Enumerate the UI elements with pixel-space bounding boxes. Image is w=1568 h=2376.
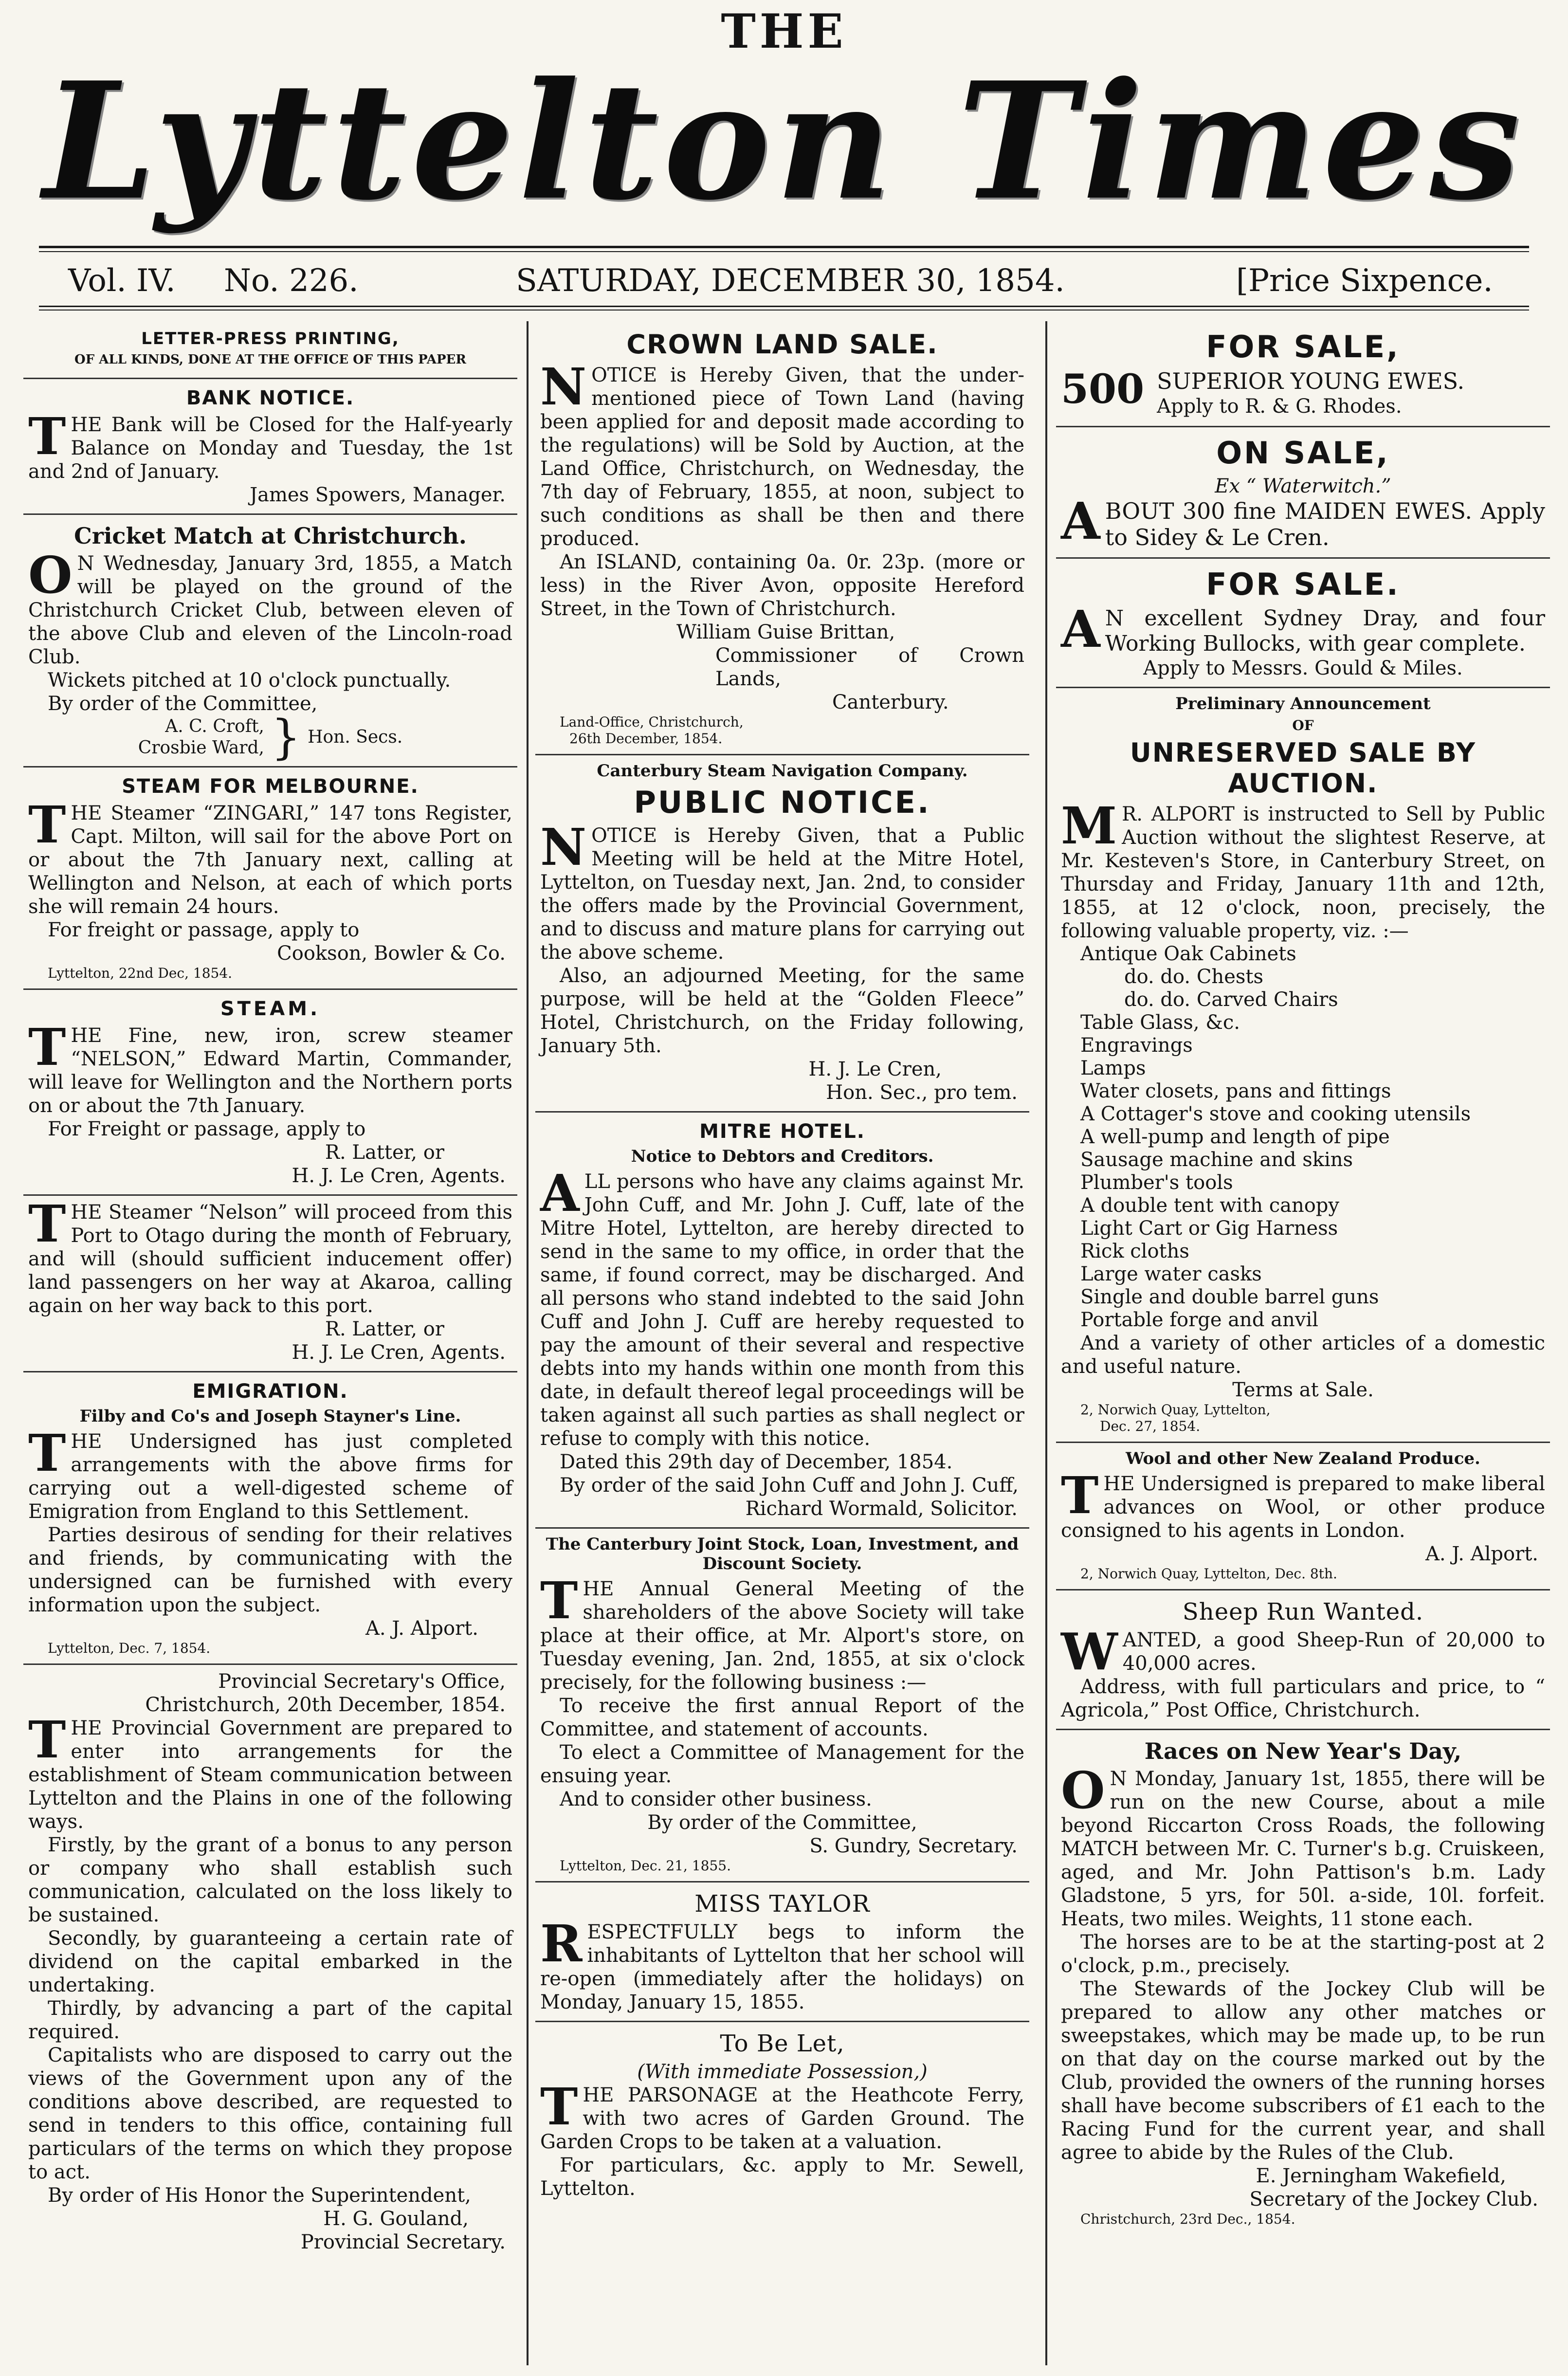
ad-heading: MITRE HOTEL. — [699, 1120, 865, 1143]
ad-signature: S. Gundry, Secretary. — [809, 1835, 1018, 1857]
drop-cap: A — [540, 1163, 580, 1223]
ad-text: HE Steamer “ZINGARI,” 147 tons Register, Capt. Milton, will sail for the above Port on or about the 7th January next, calling at Wellington and Nelson, at each of which ports she will remain 24 hours. — [28, 802, 512, 918]
ad-text: Dated this 29th day of December, 1854. — [560, 1451, 953, 1473]
masthead-the: THE — [721, 4, 847, 59]
drop-cap: T — [540, 2077, 578, 2137]
ad-subheading: OF — [1292, 717, 1314, 733]
masthead-rule-top-thin — [39, 251, 1529, 252]
ad-signature: Commissioner of Crown Lands, — [715, 644, 1024, 690]
ad-text: Also, an adjourned Meeting, for the same purpose, will be held at the “Golden Fleece” Hotel, Christchurch, on the Friday following, January 5th. — [540, 965, 1024, 1057]
ad-text: SUPERIOR YOUNG EWES. — [1157, 368, 1465, 394]
ad-text: ESPECTFULLY begs to inform the inhabitants of Lyttelton that her school will re-open (immediately after the holidays) on Monday, January 15, 1855. — [540, 1921, 1024, 2013]
auction-item-list — [1080, 943, 1545, 1332]
ad-signature: Hon. Sec., pro tem. — [826, 1081, 1018, 1104]
ad-text: Terms at Sale. — [1232, 1379, 1374, 1401]
volume: Vol. IV. — [68, 263, 176, 299]
ad-subheading: Filby and Co's and Joseph Stayner's Line. — [79, 1407, 461, 1426]
auction-item: A double tent with canopy — [1080, 1194, 1340, 1217]
masthead-rule-top — [39, 246, 1529, 248]
drop-cap: M — [1061, 796, 1117, 856]
drop-cap: O — [28, 545, 73, 605]
ad-text: Apply to R. & G. Rhodes. — [1157, 395, 1402, 418]
ad-text: And a variety of other articles of a domestic and useful nature. — [1061, 1332, 1545, 1378]
ad-auction — [1056, 688, 1550, 1443]
ad-signature: Secretary of the Jockey Club. — [1249, 2188, 1538, 2211]
ad-nelson-otago — [23, 1196, 517, 1372]
ad-text: HE Undersigned has just completed arrangements with the above firms for carrying out a well-digested scheme of Emigration from England to this Settlement. — [28, 1430, 512, 1523]
ad-text: N Monday, January 1st, 1855, there will be run on the new Course, about a mile beyond Riccarton Cross Roads, the following MATCH between Mr. C. Turner's b.g. Cruiskeen, aged, and Mr. John Pattison's b.m. Lady Gladstone, 5 yrs, for 50l. a-side, 10l. forfeit. Heats, two miles. Weights, 11 stone each. — [1061, 1768, 1545, 1930]
ad-steam-melbourne — [23, 768, 517, 990]
drop-cap: N — [540, 357, 587, 417]
ad-body — [540, 1163, 1024, 1450]
ad-body — [1061, 1622, 1545, 1681]
ad-body — [28, 795, 512, 918]
auction-item: do. do. Carved Chairs — [1124, 988, 1338, 1011]
auction-item: Single and double barrel guns — [1080, 1286, 1379, 1308]
ad-heading: EMIGRATION. — [192, 1380, 348, 1403]
ad-text: HE Bank will be Closed for the Half-yearly Balance on Monday and Tuesday, the 1st and 2nd of January. — [28, 414, 512, 483]
ad-signature: A. J. Alport. — [365, 1617, 478, 1640]
auction-item: Light Cart or Gig Harness — [1080, 1217, 1338, 1240]
ad-text: OTICE is Hereby Given, that the under-mentioned piece of Town Land (having been applied for and deposit made according to the regulations) will be Sold by Auction, at the Land Office, Christchurch, on Wednesday, the 7th day of February, 1855, at noon, subject to such conditions as shall be then and there produced. — [540, 364, 1024, 550]
ad-signature: H. J. Le Cren, Agents. — [292, 1341, 506, 1364]
drop-cap: R — [540, 1914, 583, 1974]
ad-subheading: Preliminary Announcement — [1175, 694, 1431, 713]
ad-signature: William Guise Brittan, — [676, 621, 895, 643]
ad-body — [28, 545, 512, 669]
auction-item: Rick cloths — [1080, 1240, 1189, 1262]
issue-date: SATURDAY, DECEMBER 30, 1854. — [516, 263, 1065, 299]
ad-text: Provincial Secretary's Office, — [218, 1670, 506, 1693]
ad-text: ANTED, a good Sheep-Run of 20,000 to 40,000 acres. — [1122, 1629, 1545, 1675]
ad-text: Firstly, by the grant of a bonus to any person or company who shall establish such communication, calculated on the loss likely to be sustained. — [28, 1834, 512, 1926]
ad-crown-land-sale — [535, 321, 1029, 755]
ad-body — [1061, 599, 1545, 659]
ad-text: For Freight or passage, apply to — [48, 1118, 366, 1140]
auction-item: Lamps — [1080, 1057, 1146, 1079]
ad-date: Dec. 27, 1854. — [1100, 1418, 1201, 1434]
ad-steam-nelson — [23, 990, 517, 1196]
ad-body — [1061, 1465, 1545, 1542]
ad-bank-notice — [23, 379, 517, 515]
drop-cap: T — [28, 1194, 66, 1254]
ad-text: For freight or passage, apply to — [48, 919, 360, 941]
drop-cap: T — [28, 1710, 66, 1770]
ad-signature: H. J. Le Cren, — [808, 1058, 942, 1080]
ad-subheading: The Canterbury Joint Stock, Loan, Investment, and Discount Society. — [546, 1535, 1019, 1573]
ad-text: Address, with full particulars and price, to “ Agricola,” Post Office, Christchurch. — [1061, 1676, 1545, 1721]
column-divider-1 — [527, 321, 529, 2365]
ad-heading: To Be Let, — [720, 2030, 845, 2057]
ad-signature: E. Jerningham Wakefield, — [1256, 2165, 1506, 2187]
ad-text: HE Fine, new, iron, screw steamer “NELSON,” Edward Martin, Commander, will leave for Wellington and the Northern ports on or about the 7th January. — [28, 1024, 512, 1117]
ad-sheep-run-wanted — [1056, 1590, 1550, 1730]
ad-signature: Richard Wormald, Solicitor. — [745, 1498, 1018, 1520]
ad-mitre-hotel — [535, 1113, 1029, 1529]
ad-text: By order of the said John Cuff and John J. Cuff, — [560, 1474, 1019, 1497]
ad-body — [28, 1423, 512, 1523]
ad-signature: R. Latter, or — [325, 1141, 444, 1164]
ad-subheading: Notice to Debtors and Creditors. — [631, 1147, 934, 1166]
auction-item: Table Glass, &c. — [1080, 1011, 1240, 1034]
ad-heading: STEAM FOR MELBOURNE. — [122, 775, 419, 798]
ad-heading: UNRESERVED SALE BY AUCTION. — [1130, 737, 1477, 799]
ad-heading: Races on New Year's Day, — [1144, 1738, 1462, 1764]
column-divider-2 — [1045, 321, 1047, 2365]
ad-heading: MISS TAYLOR — [694, 1890, 870, 1918]
ad-body — [28, 1017, 512, 1117]
ad-text: LL persons who have any claims against Mr. John Cuff, and Mr. John J. Cuff, late of the Mitre Hotel, Lyttelton, are hereby directed to send in the same to my office, in order that the same, if found correct, may be discharged. And all persons who stand indebted to the said John Cuff and John J. Cuff are hereby requested to pay the amount of their several and respective debts into my hands within one month from this date, in default thereof legal proceedings will be taken against all such parties as shall neglect or refuse to comply with this notice. — [540, 1170, 1024, 1450]
auction-item: Sausage machine and skins — [1080, 1149, 1353, 1171]
ad-steam-navigation — [535, 755, 1029, 1113]
ad-heading: BANK NOTICE. — [186, 387, 355, 409]
drop-cap: T — [28, 406, 66, 466]
ad-provincial-government — [23, 1665, 517, 2261]
ad-signature: H. G. Gouland, — [323, 2208, 469, 2230]
ad-heading: FOR SALE, — [1206, 329, 1400, 365]
ad-body — [28, 1194, 512, 1317]
masthead-rule-bottom-thin — [39, 310, 1529, 311]
ad-date: 2, Norwich Quay, Lyttelton, — [1080, 1402, 1271, 1418]
ad-miss-taylor — [535, 1883, 1029, 2022]
ad-text: OTICE is Hereby Given, that a Public Meeting will be held at the Mitre Hotel, Lyttelton, on Tuesday next, Jan. 2nd, to consider the offers made by the Provincial Government, and to discuss and mature plans for carrying out the above scheme. — [540, 824, 1024, 964]
ad-text: Apply to Messrs. Gould & Miles. — [1143, 657, 1463, 679]
ad-body — [1061, 491, 1545, 551]
ad-text: N excellent Sydney Dray, and four Working Bullocks, with gear complete. — [1105, 606, 1545, 656]
ad-signature: Provincial Secretary. — [300, 2231, 506, 2253]
quantity: 500 — [1061, 366, 1145, 413]
auction-item: A Cottager's stove and cooking utensils — [1080, 1103, 1471, 1125]
ad-body — [540, 817, 1024, 964]
ad-heading: PUBLIC NOTICE. — [634, 785, 931, 820]
ad-text: HE Provincial Government are prepared to enter into arrangements for the establishment of Steam communication between Lyttelton and the Plains in one of the following ways. — [28, 1717, 512, 1833]
ad-heading: Cricket Match at Christchurch. — [74, 523, 467, 549]
ad-date: Lyttelton, 22nd Dec, 1854. — [48, 965, 233, 981]
auction-item: Portable forge and anvil — [1080, 1309, 1318, 1331]
ad-body — [1061, 1760, 1545, 1931]
ewes-row — [1061, 368, 1545, 419]
auction-item: do. do. Chests — [1124, 966, 1263, 988]
ad-signature: H. J. Le Cren, Agents. — [292, 1165, 506, 1187]
ad-text: N Wednesday, January 3rd, 1855, a Match will be played on the ground of the Christchurch Cricket Club, between eleven of the above Club and eleven of the Lincoln-road Club. — [28, 552, 512, 668]
masthead-title: Lyttelton Times — [43, 47, 1525, 236]
auction-item: Large water casks — [1080, 1263, 1262, 1285]
ad-text: Capitalists who are disposed to carry out the views of the Government upon any of the conditions above described, are requested to send in tenders to this office, containing full particulars of the terms on which they propose to act. — [28, 2044, 512, 2183]
drop-cap: A — [1061, 491, 1100, 551]
ad-text: By order of the Committee, — [48, 693, 318, 715]
price: [Price Sixpence. — [1236, 263, 1493, 299]
drop-cap: T — [28, 1017, 66, 1077]
ad-text: The Stewards of the Jockey Club will be prepared to allow any other matches or sweepstakes, which may be made up, to be run on that day on the course marked out by the Club, provided the owners of the running horses shall have become subscribers of £1 each to the Racing Fund for the current year, and shall agree to abide by the Rules of the Club. — [1061, 1978, 1545, 2164]
ad-signature: Hon. Secs. — [308, 727, 403, 747]
drop-cap: T — [540, 1571, 578, 1630]
ad-signature: Cookson, Bowler & Co. — [277, 942, 506, 965]
ad-subheading: Canterbury Steam Navigation Company. — [597, 761, 968, 781]
ad-signature: A. C. Croft, — [165, 716, 264, 736]
ad-joint-stock-society — [535, 1529, 1029, 1883]
ad-text: Parties desirous of sending for their relatives and friends, by communicating with the undersigned can be furnished with every information upon the subject. — [28, 1524, 512, 1616]
ad-text: Secondly, by guaranteeing a certain rate of dividend on the capital embarked in the undertaking. — [28, 1927, 512, 1996]
ad-heading: ON SALE, — [1216, 435, 1390, 471]
ad-date: Lyttelton, Dec. 7, 1854. — [48, 1640, 211, 1656]
ad-text: For particulars, &c. apply to Mr. Sewell, Lyttelton. — [540, 2154, 1024, 2200]
drop-cap: O — [1061, 1760, 1105, 1820]
ad-body — [540, 2077, 1024, 2154]
ad-text: R. ALPORT is instructed to Sell by Public Auction without the slightest Reserve, at Mr. Kesteven's Store, in Canterbury Street, on Thursday and Friday, January 11th and 12th, 1855, at 12 o'clock, noon, precisely, the following valuable property, viz. :— — [1061, 803, 1545, 942]
ad-text: BOUT 300 fine MAIDEN EWES. Apply to Sidey & Le Cren. — [1105, 498, 1545, 550]
ad-text: HE Annual General Meeting of the shareholders of the above Society will take place at their office, at Mr. Alport's store, on Tuesday evening, Jan. 2nd, 1855, at six o'clock precisely, for the following business :— — [540, 1578, 1024, 1694]
drop-cap: A — [1061, 599, 1100, 659]
ad-date: Lyttelton, Dec. 21, 1855. — [560, 1858, 731, 1874]
ad-races — [1056, 1730, 1550, 2234]
ad-text: To elect a Committee of Management for the ensuing year. — [540, 1741, 1024, 1787]
ad-cricket-match — [23, 515, 517, 768]
ad-heading: CROWN LAND SALE. — [626, 329, 938, 360]
ad-text: To receive the first annual Report of the Committee, and statement of accounts. — [540, 1695, 1024, 1740]
ad-on-sale — [1056, 427, 1550, 559]
ad-letterpress — [23, 321, 517, 379]
ad-text: HE PARSONAGE at the Heathcote Ferry, with two acres of Garden Ground. The Garden Crops to be taken at a valuation. — [540, 2084, 1024, 2153]
ad-body — [540, 1571, 1024, 1694]
ad-heading: LETTER-PRESS PRINTING, — [141, 329, 400, 348]
ad-text: Christchurch, 20th December, 1854. — [145, 1694, 506, 1716]
auction-item: Plumber's tools — [1080, 1171, 1233, 1194]
drop-cap: W — [1061, 1622, 1118, 1681]
ad-subheading: OF ALL KINDS, DONE AT THE OFFICE OF THIS PAPER — [74, 352, 466, 367]
ad-date: Christchurch, 23rd Dec., 1854. — [1080, 2211, 1295, 2227]
drop-cap: T — [1061, 1465, 1099, 1525]
ad-body — [540, 357, 1024, 550]
ad-heading: FOR SALE. — [1206, 567, 1400, 602]
brace: } — [271, 710, 301, 765]
ad-date: 26th December, 1854. — [569, 731, 723, 747]
ad-text: HE Undersigned is prepared to make liberal advances on Wool, or other produce consigned to his agents in London. — [1061, 1473, 1545, 1542]
column-2 — [535, 321, 1029, 2370]
ad-signature: A. J. Alport. — [1425, 1543, 1538, 1565]
ad-dray-for-sale — [1056, 559, 1550, 688]
ad-text: By order of His Honor the Superintendent, — [48, 2184, 471, 2207]
ad-subheading: (With immediate Possession,) — [637, 2061, 928, 2083]
ad-date: Land-Office, Christchurch, — [560, 714, 744, 730]
ad-text: The horses are to be at the starting-post at 2 o'clock, p.m., precisely. — [1061, 1931, 1545, 1977]
ad-text: And to consider other business. — [560, 1788, 872, 1810]
ad-wool — [1056, 1443, 1550, 1590]
ad-text: By order of the Committee, — [647, 1811, 917, 1834]
column-3 — [1056, 321, 1550, 2370]
ad-body — [28, 406, 512, 483]
drop-cap: N — [540, 817, 587, 877]
ad-date: 2, Norwich Quay, Lyttelton, Dec. 8th. — [1080, 1566, 1337, 1582]
dateline — [49, 263, 1523, 302]
ad-signature: Canterbury. — [832, 691, 949, 713]
ad-text: Wickets pitched at 10 o'clock punctually. — [48, 669, 451, 692]
ad-text: Thirdly, by advancing a part of the capital required. — [28, 1997, 512, 2043]
ad-to-be-let — [535, 2022, 1029, 2207]
issue-number: No. 226. — [224, 263, 359, 299]
ad-text: HE Steamer “Nelson” will proceed from this Port to Otago during the month of February, and will (should sufficient inducement offer) land passengers on her way at Akaroa, calling again on her way back to this port. — [28, 1201, 512, 1317]
drop-cap: T — [28, 1423, 66, 1483]
ad-emigration — [23, 1372, 517, 1665]
auction-item: Antique Oak Cabinets — [1080, 943, 1296, 965]
ad-signature: R. Latter, or — [325, 1318, 444, 1340]
ad-body — [540, 1914, 1024, 2014]
ad-signature: Crosbie Ward, — [138, 738, 264, 758]
auction-item: A well-pump and length of pipe — [1080, 1126, 1390, 1148]
ad-subheading: Wool and other New Zealand Produce. — [1126, 1449, 1480, 1468]
ad-text: An ISLAND, containing 0a. 0r. 23p. (more or less) in the River Avon, opposite Hereford Street, in the Town of Christchurch. — [540, 551, 1024, 620]
ad-signature: James Spowers, Manager. — [250, 484, 506, 506]
ad-subheading: Ex “ Waterwitch.” — [1215, 475, 1391, 497]
drop-cap: T — [28, 795, 66, 855]
ad-ewes-for-sale — [1056, 321, 1550, 427]
ad-heading: STEAM. — [220, 998, 321, 1020]
hon-secs — [28, 710, 512, 765]
ad-body — [28, 1710, 512, 1833]
masthead-rule-bottom — [39, 306, 1529, 307]
auction-item: Engravings — [1080, 1034, 1193, 1057]
ad-heading: Sheep Run Wanted. — [1182, 1598, 1424, 1626]
auction-item: Water closets, pans and fittings — [1080, 1080, 1391, 1102]
column-1 — [23, 321, 517, 2370]
ad-body — [1061, 796, 1545, 943]
